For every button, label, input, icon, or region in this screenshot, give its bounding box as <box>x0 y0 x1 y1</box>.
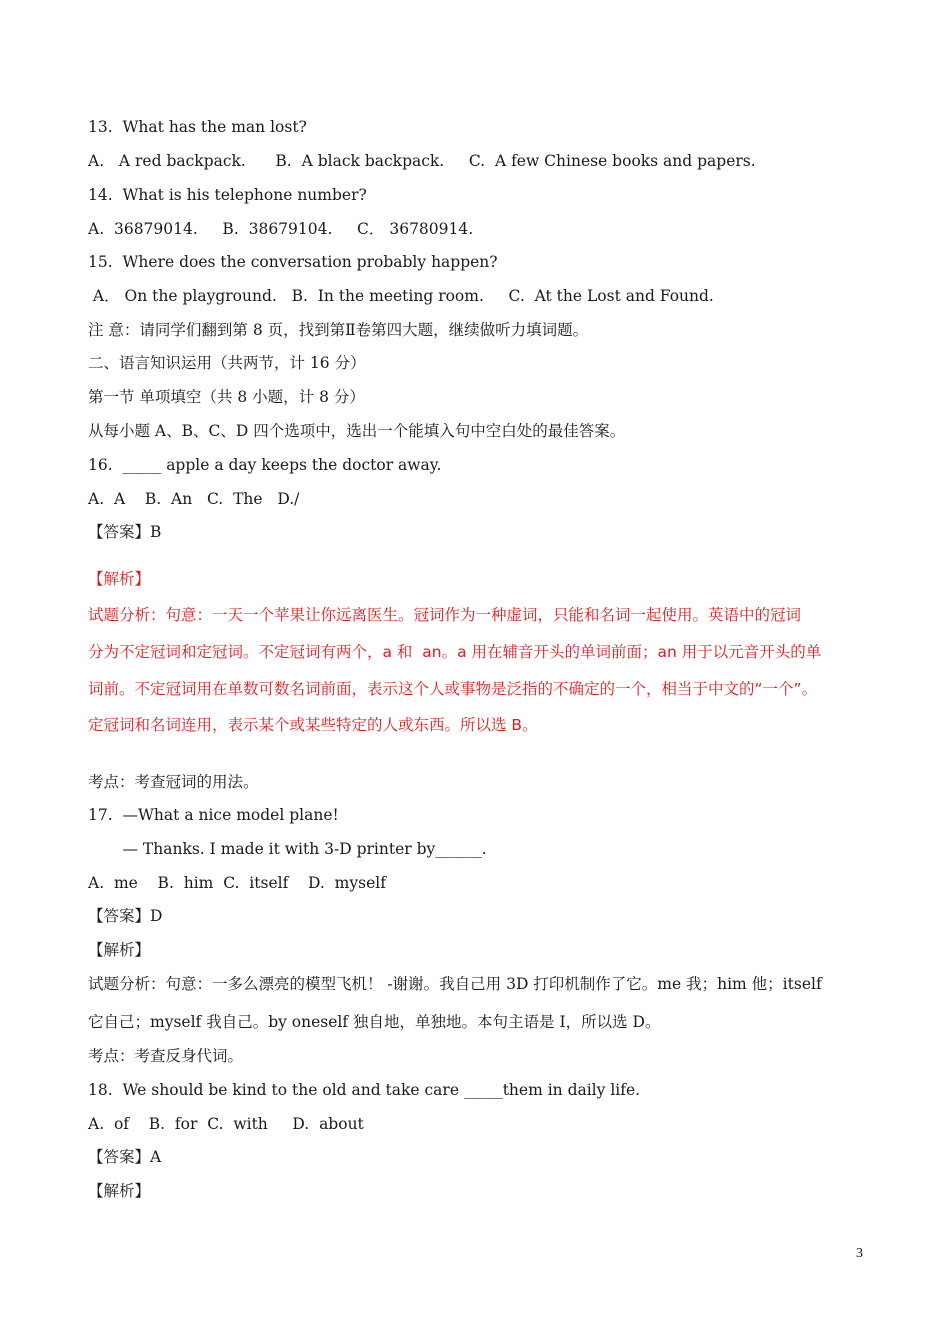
q17-analysis-line: 试题分析：句意：一多么漂亮的模型飞机！ -谢谢。我自己用 3D 打印机制作了它。me 我；him 他；itself <box>88 975 822 993</box>
q16-options: A. A B. An C. The D./ <box>88 490 300 508</box>
q16-point: 考点：考查冠词的用法。 <box>88 773 259 791</box>
q13-options: A. A red backpack. B. A black backpack. C. A few Chinese books and papers. <box>88 152 756 170</box>
part-title: 第一节 单项填空（共 8 小题，计 8 分） <box>88 388 365 406</box>
q16-blank: _____ <box>122 456 162 474</box>
q14-stem: 14. What is his telephone number? <box>88 186 367 204</box>
section-title: 二、语言知识运用（共两节，计 16 分） <box>88 354 366 372</box>
q15-stem: 15. Where does the conversation probably happen? <box>88 253 498 271</box>
q18-analysis-label: 【解析】 <box>88 1182 151 1200</box>
q15-options: A． On the playground. B. In the meeting room. C. At the Lost and Found. <box>88 287 714 305</box>
q17-analysis-label: 【解析】 <box>88 941 151 959</box>
q17-stem: 17. —What a nice model plane! <box>88 806 339 824</box>
q17-reply: — Thanks. I made it with 3-D printer by______. <box>88 840 487 858</box>
q16-answer: 【答案】B <box>88 523 162 541</box>
q17-point: 考点：考查反身代词。 <box>88 1047 244 1065</box>
q18-answer: 【答案】A <box>88 1148 162 1166</box>
q16-analysis-line: 词前。不定冠词用在单数可数名词前面，表示这个人或事物是泛指的不确定的一个，相当于中文的“一个”。 <box>88 680 818 698</box>
q18-options: A. of B. for C. with D. about <box>88 1115 364 1133</box>
listening-note: 注 意：请同学们翻到第 8 页，找到第Ⅱ卷第四大题，继续做听力填词题。 <box>88 321 589 339</box>
q18-stem: 18. We should be kind to the old and take care _____them in daily life. <box>88 1081 641 1099</box>
q16-analysis-line: 定冠词和名词连用，表示某个或某些特定的人或东西。所以选 B。 <box>88 716 538 734</box>
part-instruction: 从每小题 A、B、C、D 四个选项中，选出一个能填入句中空白处的最佳答案。 <box>88 422 626 440</box>
page-number: 3 <box>856 1246 863 1261</box>
q16-analysis-line: 分为不定冠词和定冠词。不定冠词有两个，a 和 an。a 用在辅音开头的单词前面；an 用于以元音开头的单 <box>88 643 822 661</box>
q17-answer: 【答案】D <box>88 907 163 925</box>
q17-options: A. me B. him C. itself D. myself <box>88 874 386 892</box>
q16-stem: 16. _____ apple a day keeps the doctor away. <box>88 456 442 474</box>
q17-blank: ______ <box>435 840 482 858</box>
q14-options: A. 36879014. B. 38679104. C． 36780914. <box>88 220 474 238</box>
q18-blank: _____ <box>463 1081 503 1099</box>
q16-analysis-line: 试题分析：句意：一天一个苹果让你远离医生。冠词作为一种虚词，只能和名词一起使用。英语中的冠词 <box>88 606 802 624</box>
q13-stem: 13. What has the man lost? <box>88 118 307 136</box>
q17-analysis-line: 它自己；myself 我自己。by oneself 独自地，单独地。本句主语是 I，所以选 D。 <box>88 1013 661 1031</box>
q16-analysis-label: 【解析】 <box>88 570 151 588</box>
